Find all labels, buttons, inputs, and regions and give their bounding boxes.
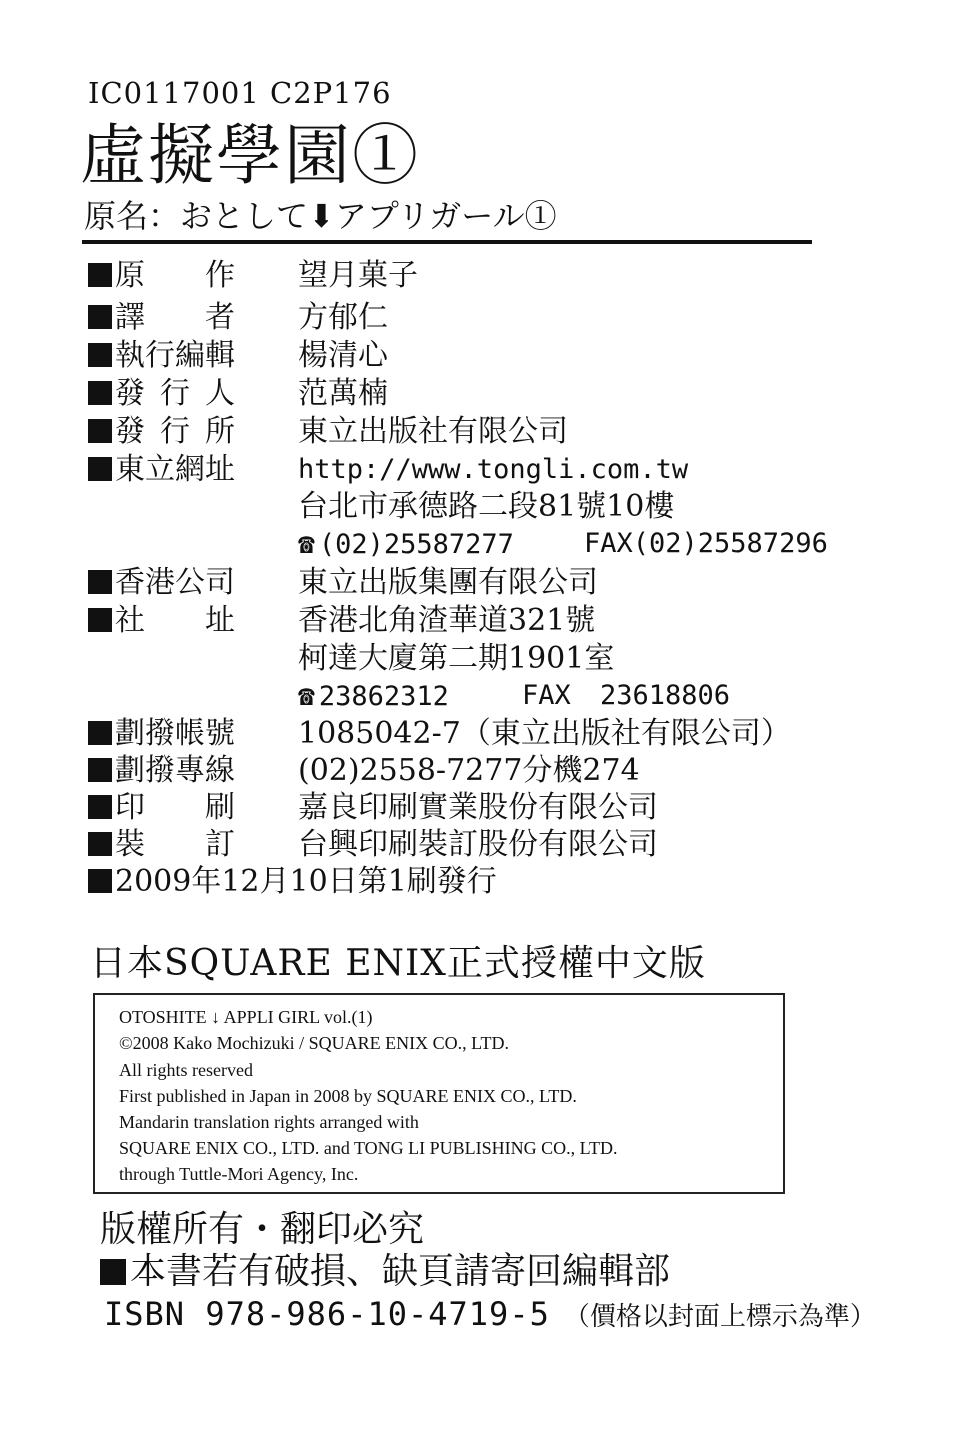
credit-row [88, 300, 235, 336]
hk-fax: 23618806 [600, 680, 731, 711]
damage-notice-line [100, 1250, 670, 1294]
license-statement: 日本SQUARE ENIX正式授權中文版 [90, 943, 706, 984]
credit-row [88, 827, 235, 863]
book-title: 虛擬學園① [80, 117, 420, 194]
credit-label: 社 址 [115, 603, 235, 638]
credit-value: (02)2558-7277分機274 [298, 753, 640, 788]
credit-label: 發行人 [115, 376, 235, 411]
bullet-square [88, 832, 112, 856]
bullet-square [88, 869, 112, 893]
catalog-code: IC0117001 C2P176 [88, 76, 392, 110]
copyright-box [93, 993, 785, 1194]
isbn: ISBN 978-986-10-4719-5 [104, 1295, 550, 1333]
bullet-square [88, 343, 112, 367]
copyright-line: ©2008 Kako Mochizuki / SQUARE ENIX CO., LTD. [119, 1033, 509, 1053]
credit-value: 望月菓子 [298, 258, 418, 293]
hk-phone: 23862312 [318, 681, 449, 712]
bullet-square [88, 795, 112, 819]
bullet-square [88, 457, 112, 481]
bullet-square [100, 1259, 126, 1285]
copyright-line: SQUARE ENIX CO., LTD. and TONG LI PUBLISHING CO., LTD. [119, 1138, 618, 1158]
original-title: 原名：おとして⬇アプリガール① [84, 197, 557, 235]
credit-value: 方郁仁 [298, 300, 388, 335]
title-divider [82, 240, 812, 244]
bullet-square [88, 419, 112, 443]
credit-label: 發行所 [115, 414, 235, 449]
credit-value: 台興印刷裝訂股份有限公司 [298, 827, 658, 862]
bullet-square [88, 758, 112, 782]
taipei-phone: (02)25587277 [318, 529, 514, 560]
credit-label: 裝 訂 [115, 827, 235, 862]
damage-notice: 本書若有破損、缺頁請寄回編輯部 [130, 1251, 671, 1292]
credit-row [88, 790, 235, 826]
credit-row [88, 603, 235, 639]
bullet-square [88, 608, 112, 632]
credit-row [88, 258, 235, 294]
hk-fax-label: FAX [522, 680, 571, 711]
rights-reserved: 版權所有・翻印必究 [100, 1209, 425, 1250]
copyright-line: First published in Japan in 2008 by SQUARE ENIX CO., LTD. [119, 1086, 577, 1106]
hk-phone-line [298, 678, 449, 715]
credit-value: 1085042-7（東立出版社有限公司） [298, 716, 791, 751]
credit-label: 執行編輯 [115, 338, 235, 373]
bullet-square [88, 305, 112, 329]
taipei-address: 台北市承德路二段81號10樓 [298, 489, 675, 524]
credit-value: 范萬楠 [298, 376, 388, 411]
copyright-line: through Tuttle-Mori Agency, Inc. [119, 1164, 359, 1184]
credit-label: 劃撥帳號 [115, 716, 235, 751]
credit-value: 嘉良印刷實業股份有限公司 [298, 790, 658, 825]
credit-row [88, 565, 235, 601]
phone-icon: ☎ [298, 527, 315, 560]
website-url: http://www.tongli.com.tw [298, 454, 689, 485]
print-date: 2009年12月10日第1刷發行 [115, 864, 497, 899]
isbn-line [104, 1292, 876, 1339]
hk-address-line-1: 香港北角渣華道321號 [298, 603, 596, 638]
credit-label: 劃撥專線 [115, 753, 235, 788]
bullet-square [88, 381, 112, 405]
copyright-line: All rights reserved [119, 1060, 253, 1080]
copyright-line: Mandarin translation rights arranged with [119, 1112, 419, 1132]
taipei-fax: FAX(02)25587296 [584, 528, 828, 559]
credit-row [88, 376, 235, 412]
credit-row [88, 414, 235, 450]
credit-label: 原 作 [115, 258, 235, 293]
bullet-square [88, 263, 112, 287]
bullet-square [88, 570, 112, 594]
credit-value: 楊清心 [298, 338, 388, 373]
hk-address-line-2: 柯達大廈第二期1901室 [298, 641, 615, 676]
copyright-line: OTOSHITE ↓ APPLI GIRL vol.(1) [119, 1007, 373, 1027]
print-date-row [88, 864, 497, 900]
taipei-phone-line [298, 526, 514, 563]
bullet-square [88, 721, 112, 745]
credit-label: 印 刷 [115, 790, 235, 825]
credit-value: 東立出版社有限公司 [298, 414, 568, 449]
credit-label: 譯 者 [115, 300, 235, 335]
phone-icon: ☎ [298, 679, 315, 712]
credit-row [88, 338, 235, 374]
credit-row [88, 452, 235, 488]
price-note: （價格以封面上標示為準） [563, 1302, 876, 1332]
credit-row [88, 753, 235, 789]
credit-row [88, 716, 235, 752]
credit-label: 香港公司 [115, 565, 235, 600]
credit-value: 東立出版集團有限公司 [298, 565, 598, 600]
credit-label: 東立網址 [115, 452, 235, 487]
